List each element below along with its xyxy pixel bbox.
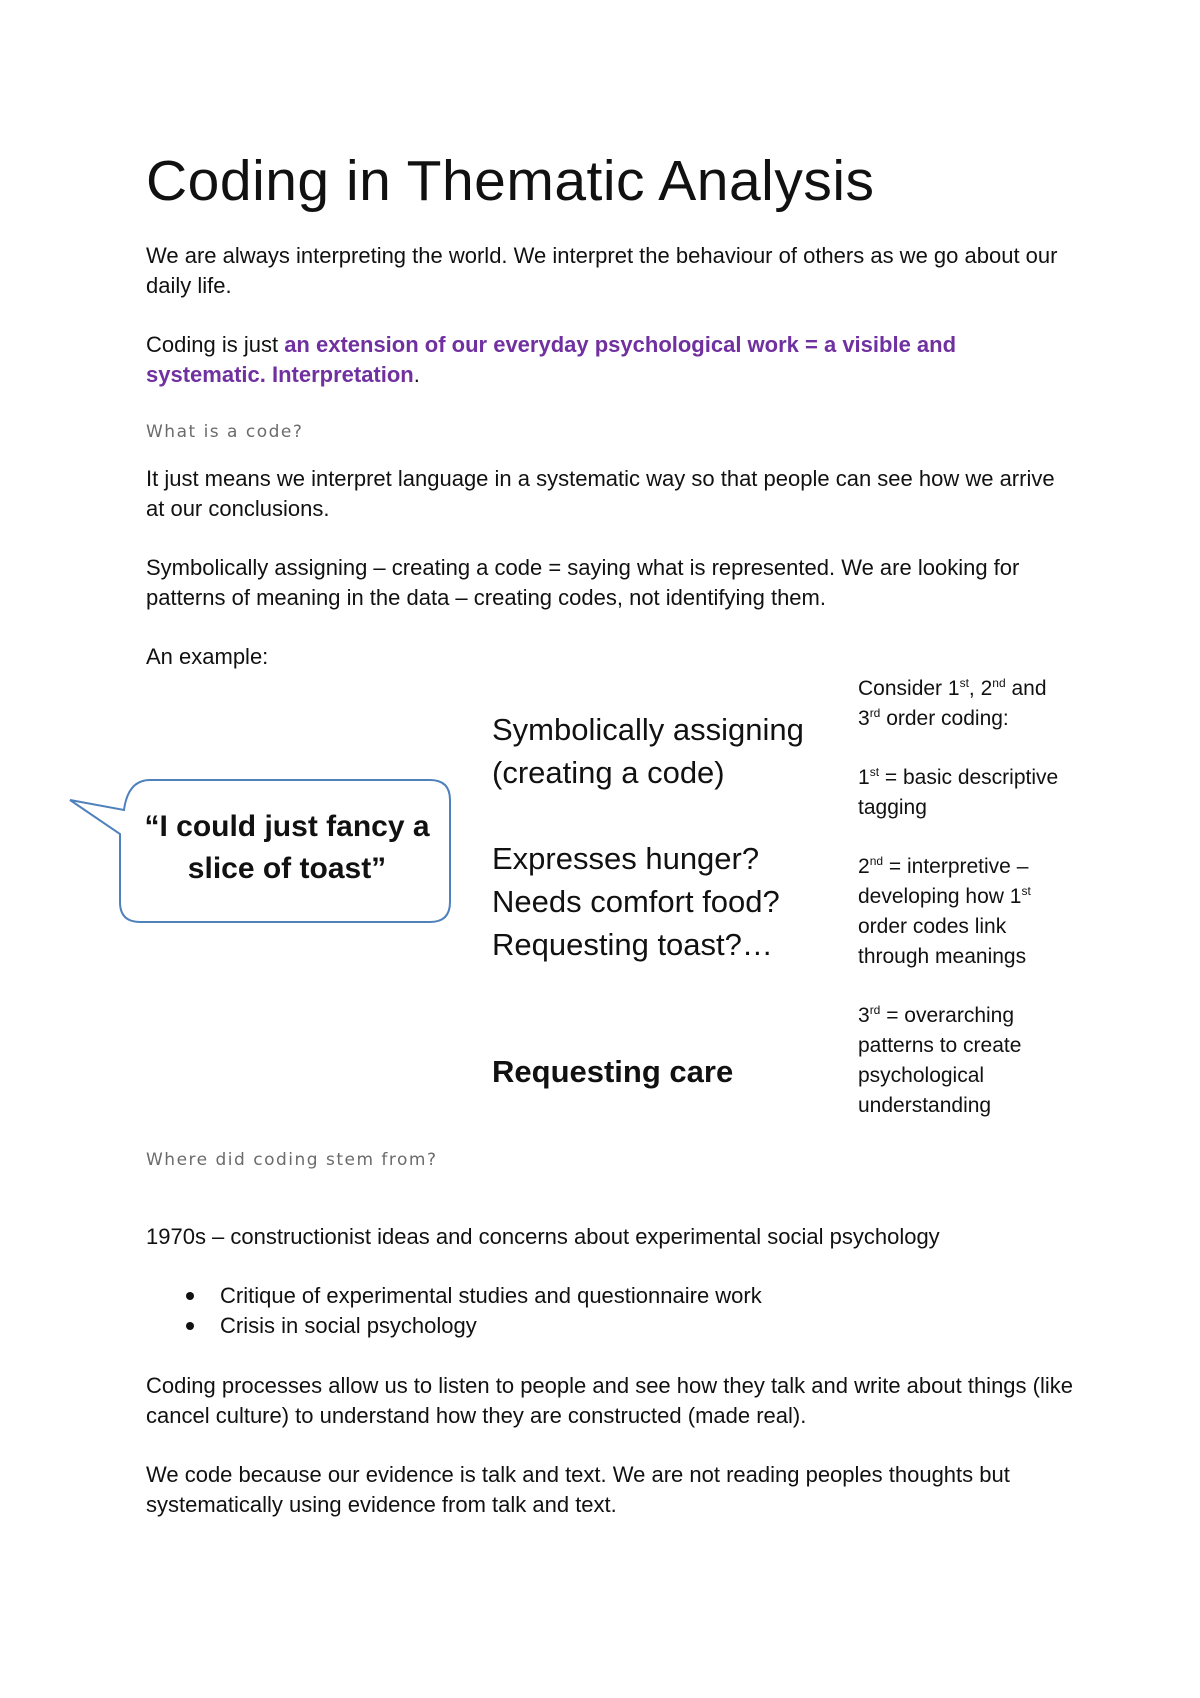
superscript-nd: nd [992,676,1006,690]
what-paragraph-1: It just means we interpret language in a systematic way so that people can see how we arrive at our conclusions. [146,466,1055,521]
coding-definition-highlight: an extension of our everyday psychological work = a visible and systematic. Interpretation [146,332,957,387]
bullet-list [146,1281,762,1341]
heading-what-is-a-code: What is a code? [146,422,304,442]
superscript-st: st [1021,884,1031,898]
bullet-icon [186,1322,194,1330]
history-paragraph: 1970s – constructionist ideas and concerns about experimental social psychology [146,1224,940,1249]
code-requesting-toast: Requesting toast?… [492,927,773,962]
process-paragraph: Coding processes allow us to listen to people and see how they talk and write about things (like cancel culture) to understand how they are constructed (made real). [146,1373,1073,1428]
consider-text-5: order coding: [880,707,1009,730]
symbolic-line-2: (creating a code) [492,755,725,790]
code-expresses-hunger: Expresses hunger? [492,841,760,876]
evidence-paragraph: We code because our evidence is talk and text. We are not reading peoples thoughts but systematically using evidence from talk and text. [146,1462,1010,1517]
bullet-icon [186,1292,194,1300]
first-text: = basic descriptive tagging [858,766,1059,819]
what-paragraph-2: Symbolically assigning – creating a code = saying what is represented. We are looking for patterns of meaning in the data – creating codes, not identifying them. [146,555,1020,610]
consider-text-4: 3 [858,707,870,730]
order-coding-intro [858,674,1078,734]
code-needs-comfort-food: Needs comfort food? [492,884,780,919]
consider-text-1: Consider 1 [858,677,960,700]
coding-definition-prefix: Coding is just [146,332,285,357]
first-num: 1 [858,766,870,789]
third-order-description [858,1001,1078,1121]
second-text-b: order codes link through meanings [858,915,1027,968]
first-order-description [858,763,1078,823]
list-item-text: Critique of experimental studies and questionnaire work [220,1283,762,1308]
third-num: 3 [858,1004,870,1027]
intro-paragraph: We are always interpreting the world. We interpret the behaviour of others as we go about our daily life. [146,243,1058,298]
list-item [146,1311,762,1341]
coding-definition-suffix: . [413,362,420,387]
list-item [146,1281,762,1311]
second-order-description [858,852,1078,972]
second-num: 2 [858,855,870,878]
superscript-rd: rd [869,1003,881,1017]
theme-requesting-care: Requesting care [492,1054,734,1089]
superscript-st: st [869,765,880,779]
second-text-a: = interpretive – developing how 1 [858,855,1029,908]
symbolic-line-1: Symbolically assigning [492,712,804,747]
consider-text-3: and [1005,677,1047,700]
heading-where-did-coding-stem-from: Where did coding stem from? [146,1150,438,1170]
superscript-rd: rd [869,706,881,720]
superscript-st: st [959,676,969,690]
page-title: Coding in Thematic Analysis [146,149,875,213]
superscript-nd: nd [869,854,884,868]
list-item-text: Crisis in social psychology [220,1313,477,1338]
quote-text: “I could just fancy a slice of toast” [144,810,430,885]
consider-text-2: , 2 [968,677,993,700]
coding-definition [146,330,1076,390]
example-label: An example: [146,644,269,669]
third-text: = overarching patterns to create psychological understanding [858,1004,1022,1117]
